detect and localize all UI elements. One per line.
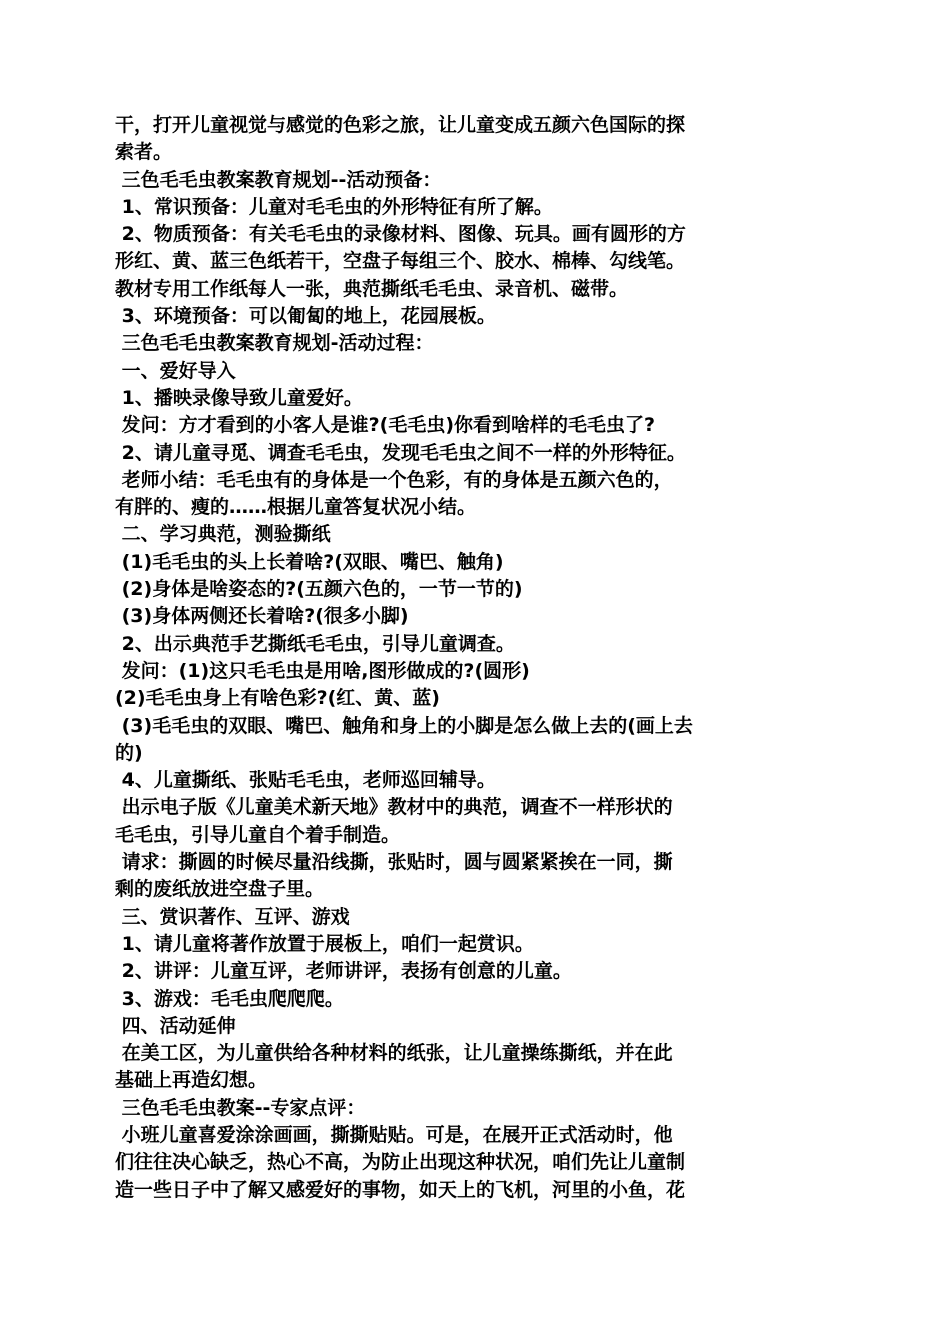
text-line: 请求：撕圆的时候尽量沿线撕，张贴时，圆与圆紧紧挨在一同，撕 <box>115 851 673 874</box>
text-line: 老师小结：毛毛虫有的身体是一个色彩，有的身体是五颜六色的， <box>115 468 673 491</box>
text-line: 们往往决心缺乏，热心不高，为防止出现这种状况，咱们先让儿童制 <box>115 1151 686 1174</box>
text-line: 1、常识预备：儿童对毛毛虫的外形特征有所了解。 <box>115 195 553 218</box>
text-line: (3)毛毛虫的双眼、嘴巴、触角和身上的小脚是怎么做上去的(画上去 <box>115 714 693 737</box>
text-line: 发问：方才看到的小客人是谁?(毛毛虫)你看到啥样的毛毛虫了? <box>115 414 656 437</box>
text-line: 2、物质预备：有关毛毛虫的录像材料、图像、玩具。画有圆形的方 <box>115 223 686 246</box>
section-heading: 三色毛毛虫教案教育规划-活动过程： <box>115 332 434 355</box>
subsection-heading: 一、爱好导入 <box>115 359 236 382</box>
text-line: (2)毛毛虫身上有啥色彩?(红、黄、蓝) <box>115 687 440 710</box>
subsection-heading: 二、学习典范，测验撕纸 <box>115 523 331 546</box>
text-line: (1)毛毛虫的头上长着啥?(双眼、嘴巴、触角) <box>115 550 504 573</box>
text-line: (3)身体两侧还长着啥?(很多小脚) <box>115 605 409 628</box>
text-line: 小班儿童喜爱涂涂画画，撕撕贴贴。可是，在展开正式活动时，他 <box>115 1123 673 1146</box>
text-line: 毛毛虫，引导儿童自个着手制造。 <box>115 823 401 846</box>
text-line: 基础上再造幻想。 <box>115 1069 268 1092</box>
text-line: 4、儿童撕纸、张贴毛毛虫，老师巡回辅导。 <box>115 769 496 792</box>
text-line: (2)身体是啥姿态的?(五颜六色的，一节一节的) <box>115 578 523 601</box>
text-line: 2、出示典范手艺撕纸毛毛虫，引导儿童调查。 <box>115 632 515 655</box>
document-body <box>115 112 835 1204</box>
text-line: 剩的废纸放进空盘子里。 <box>115 878 325 901</box>
subsection-heading: 四、活动延伸 <box>115 1014 236 1037</box>
text-line: 有胖的、瘦的……根据儿童答复状况小结。 <box>115 496 477 519</box>
section-heading: 三色毛毛虫教案教育规划--活动预备： <box>115 168 442 191</box>
text-line: 形红、黄、蓝三色纸若干，空盘子每组三个、胶水、棉棒、勾线笔。 <box>115 250 686 273</box>
text-line: 发问：(1)这只毛毛虫是用啥,图形做成的?(圆形) <box>115 659 530 682</box>
text-line: 3、游戏：毛毛虫爬爬爬。 <box>115 987 344 1010</box>
subsection-heading: 三、赏识著作、互评、游戏 <box>115 905 350 928</box>
text-line: 在美工区，为儿童供给各种材料的纸张，让儿童操练撕纸，并在此 <box>115 1042 673 1065</box>
text-line: 2、请儿童寻觅、调查毛毛虫，发现毛毛虫之间不一样的外形特征。 <box>115 441 686 464</box>
text-line: 干，打开儿童视觉与感觉的色彩之旅，让儿童变成五颜六色国际的探 <box>115 114 686 136</box>
text-line: 造一些日子中了解又感爱好的事物，如天上的飞机，河里的小鱼，花 <box>115 1178 686 1201</box>
text-line: 出示电子版《儿童美术新天地》教材中的典范，调查不一样形状的 <box>115 796 673 819</box>
section-heading: 三色毛毛虫教案--专家点评： <box>115 1096 366 1119</box>
text-line: 1、播映录像导致儿童爱好。 <box>115 386 363 409</box>
text-line: 索者。 <box>115 141 173 164</box>
text-line: 的) <box>115 741 143 764</box>
text-line: 1、请儿童将著作放置于展板上，咱们一起赏识。 <box>115 932 534 955</box>
text-line: 3、环境预备：可以匍匐的地上，花园展板。 <box>115 305 496 328</box>
text-line: 2、讲评：儿童互评，老师讲评，表扬有创意的儿童。 <box>115 960 572 983</box>
text-line: 教材专用工作纸每人一张，典范撕纸毛毛虫、录音机、磁带。 <box>115 277 629 300</box>
